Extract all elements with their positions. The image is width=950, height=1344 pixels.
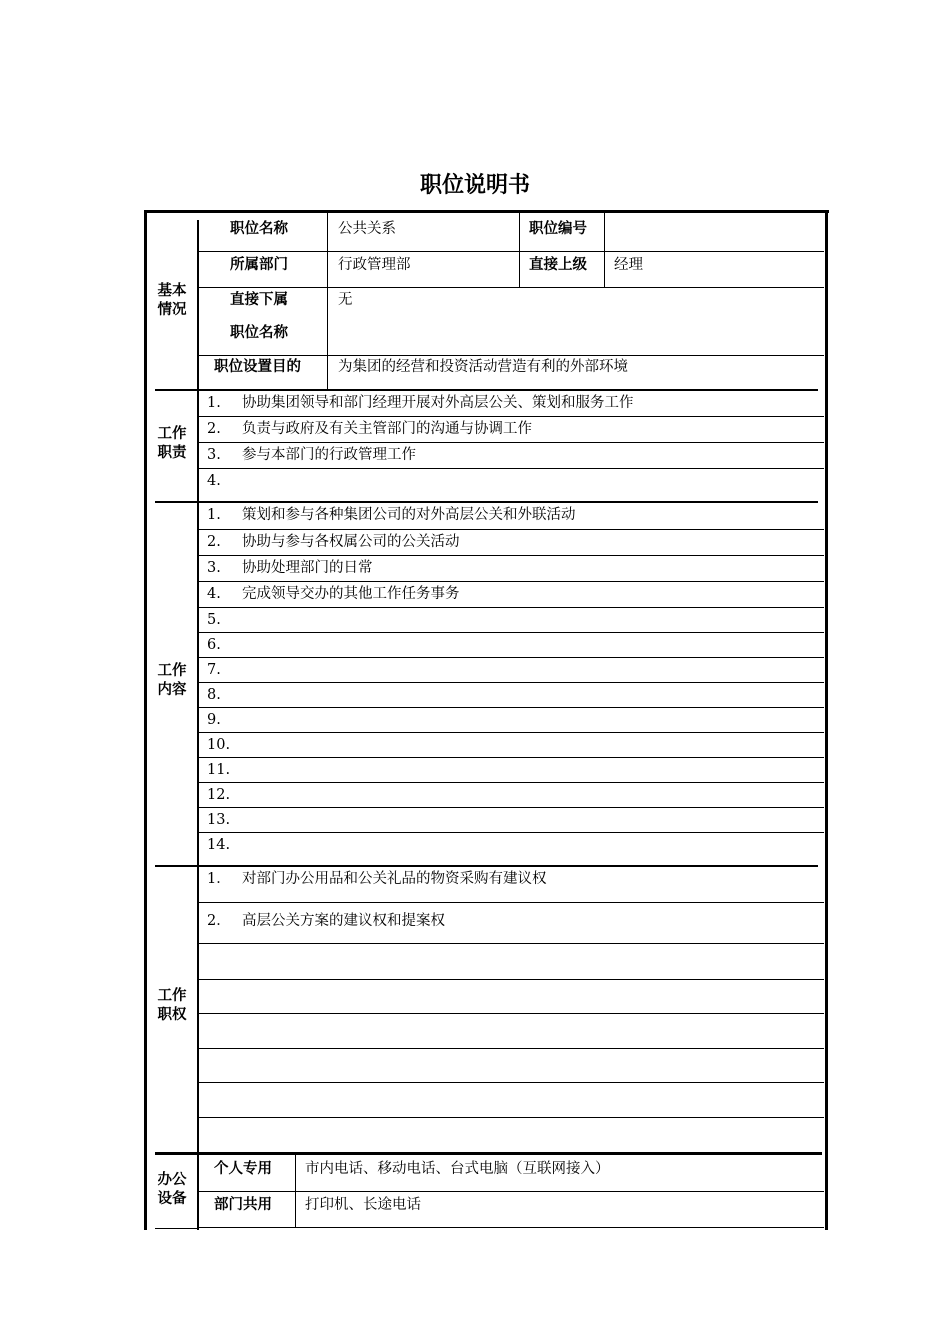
value-purpose: 为集团的经营和投资活动营造有利的外部环境 xyxy=(338,359,628,375)
content-item-text: 协助与参与各权属公司的公关活动 xyxy=(242,534,460,550)
table-rule xyxy=(144,210,829,213)
value-subordinate: 无 xyxy=(338,292,353,308)
content-item-number: 10. xyxy=(207,737,231,753)
document-title: 职位说明书 xyxy=(419,173,530,198)
content-item-number: 14. xyxy=(207,837,231,853)
table-rule xyxy=(198,902,824,903)
section-heading-authority-text: 工作职权 xyxy=(157,988,187,1023)
table-rule xyxy=(198,529,824,530)
table-rule xyxy=(197,220,199,1230)
content-item-number: 8. xyxy=(207,687,221,703)
label-position-code: 职位编号 xyxy=(529,221,587,237)
authority-item-text: 对部门办公用品和公关礼品的物资采购有建议权 xyxy=(242,871,547,887)
duties-item-number: 2. xyxy=(207,421,221,437)
table-rule xyxy=(198,1013,824,1014)
value-position-name: 公共关系 xyxy=(338,221,396,237)
table-rule xyxy=(198,355,824,356)
table-rule xyxy=(198,416,824,417)
content-item-number: 6. xyxy=(207,637,221,653)
table-rule xyxy=(198,682,824,683)
content-item-text: 协助处理部门的日常 xyxy=(242,560,373,576)
content-item-number: 1. xyxy=(207,507,221,523)
label-personal-equipment: 个人专用 xyxy=(214,1161,272,1177)
table-rule xyxy=(198,468,824,469)
table-rule xyxy=(198,757,824,758)
content-item-number: 7. xyxy=(207,662,221,678)
table-rule xyxy=(198,943,824,944)
table-rule xyxy=(198,1082,824,1083)
table-rule xyxy=(198,1117,824,1118)
label-purpose: 职位设置目的 xyxy=(214,359,301,375)
duties-item-number: 3. xyxy=(207,447,221,463)
authority-item-text: 高层公关方案的建议权和提案权 xyxy=(242,913,445,929)
content-item-number: 13. xyxy=(207,812,231,828)
duties-item-text: 协助集团领导和部门经理开展对外高层公关、策划和服务工作 xyxy=(242,395,634,411)
content-item-number: 12. xyxy=(207,787,231,803)
authority-item-number: 1． xyxy=(207,871,231,887)
duties-item-text: 负责与政府及有关主管部门的沟通与协调工作 xyxy=(242,421,532,437)
table-rule xyxy=(604,213,605,287)
table-rule xyxy=(198,442,824,443)
section-heading-equipment-text: 办公设备 xyxy=(157,1172,187,1207)
value-supervisor: 经理 xyxy=(614,257,643,273)
section-heading-equipment xyxy=(146,1171,198,1209)
label-subordinate-1: 直接下属 xyxy=(230,292,288,308)
section-heading-duties xyxy=(146,425,198,463)
table-rule xyxy=(198,1227,824,1228)
section-heading-content-text: 工作内容 xyxy=(157,663,187,698)
table-rule xyxy=(825,210,828,1230)
authority-item-number: 2． xyxy=(207,913,231,929)
label-subordinate-2: 职位名称 xyxy=(230,325,288,341)
table-rule xyxy=(519,213,520,287)
label-shared-equipment: 部门共用 xyxy=(214,1197,272,1213)
value-shared-equipment: 打印机、长途电话 xyxy=(305,1197,421,1213)
section-heading-content xyxy=(146,662,198,700)
table-rule xyxy=(198,555,824,556)
content-item-number: 9. xyxy=(207,712,221,728)
duties-item-number: 1. xyxy=(207,395,221,411)
table-rule xyxy=(155,1152,822,1155)
label-supervisor: 直接上级 xyxy=(529,257,587,273)
table-rule xyxy=(198,632,824,633)
section-heading-authority xyxy=(146,987,198,1025)
content-item-number: 2. xyxy=(207,534,221,550)
table-rule xyxy=(327,213,328,389)
table-rule xyxy=(155,389,818,391)
duties-item-text: 参与本部门的行政管理工作 xyxy=(242,447,416,463)
label-position-name: 职位名称 xyxy=(230,221,288,237)
section-heading-duties-text: 工作职责 xyxy=(157,426,187,461)
content-item-text: 完成领导交办的其他工作任务事务 xyxy=(242,586,460,602)
section-heading-basic-text: 基本情况 xyxy=(157,283,187,318)
table-rule xyxy=(198,807,824,808)
table-rule xyxy=(144,210,147,1230)
table-rule xyxy=(198,782,824,783)
table-rule xyxy=(198,607,824,608)
content-item-number: 5. xyxy=(207,612,221,628)
content-item-number: 3. xyxy=(207,560,221,576)
table-rule xyxy=(198,732,824,733)
table-rule xyxy=(155,501,818,503)
value-personal-equipment: 市内电话、移动电话、台式电脑（互联网接入） xyxy=(305,1161,610,1177)
content-item-text: 策划和参与各种集团公司的对外高层公关和外联活动 xyxy=(242,507,576,523)
content-item-number: 4. xyxy=(207,586,221,602)
label-department: 所属部门 xyxy=(230,257,288,273)
duties-item-number: 4. xyxy=(207,473,221,489)
table-rule xyxy=(198,832,824,833)
table-rule xyxy=(198,707,824,708)
table-rule xyxy=(295,1154,296,1228)
table-rule xyxy=(198,657,824,658)
table-rule xyxy=(198,287,824,288)
section-heading-basic xyxy=(146,282,198,320)
table-rule xyxy=(198,1048,824,1049)
content-item-number: 11. xyxy=(207,762,231,778)
table-rule xyxy=(155,1228,198,1229)
table-rule xyxy=(198,251,824,252)
value-department: 行政管理部 xyxy=(338,257,411,273)
table-rule xyxy=(198,1191,824,1192)
table-rule xyxy=(198,979,824,980)
table-rule xyxy=(155,865,818,867)
table-rule xyxy=(198,581,824,582)
